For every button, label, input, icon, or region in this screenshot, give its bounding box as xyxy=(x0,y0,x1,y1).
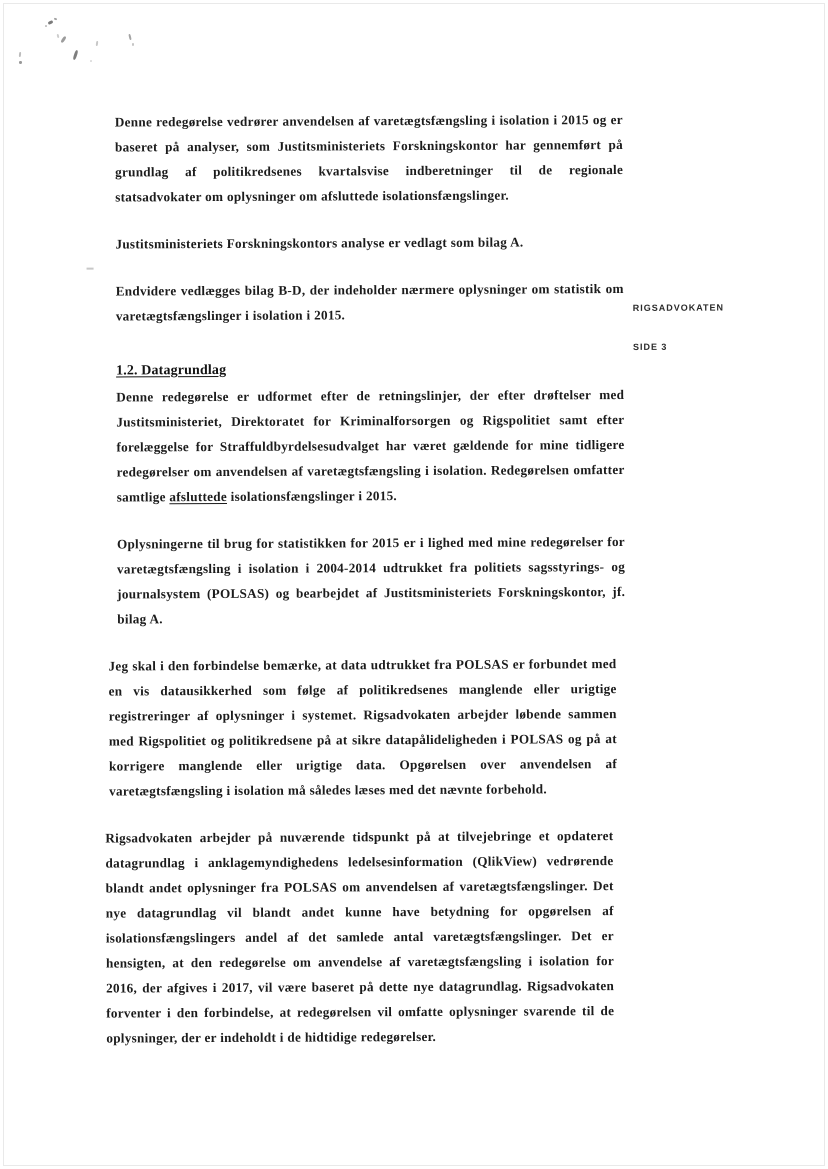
paragraph-datagrundlag-4: Rigsadvokaten arbejder på nuværende tidspunkt på at tilvejebringe et opdateret datagrundlag i anklagemyndighedens ledelsesinformation (QlikView) vedrørende blandt andet oplysninger fra POLSAS om anvendelsen af varetægtsfængslinger. Det nye datagrundlag vil blandt andet kunne have betydning for opgørelsen af isolationsfængslingers andel af det samlede antal varetægtsfængslinger. Det er hensigten, at den redegørelse om anvendelse af varetægtsfængsling i isolation for 2016, der afgives i 2017, vil være baseret på dette nye datagrundlag. Rigsadvokaten forventer i den forbindelse, at redegørelsen vil omfatte oplysninger svarende til de oplysninger, der er indeholdt i de hidtidige redegørelser. xyxy=(105,828,615,1046)
emphasis-afsluttede: afsluttede xyxy=(169,488,228,505)
section-heading-datagrundlag: 1.2. Datagrundlag xyxy=(116,362,227,379)
paragraph-intro-3: Endvidere vedlægges bilag B-D, der indeholder nærmere oplysninger om statistik om varetægtsfængslinger i isolation i 2015. xyxy=(115,281,624,324)
paragraph-intro-1: Denne redegørelse vedrører anvendelsen af varetægtsfængsling i isolation i 2015 og er baseret på analyser, som Justitsministeriets Forskningskontor har gennemført på grundlag af politikredsenes kvartalsvise indberetninger til de regionale statsadvokater om oplysninger om afsluttede isolationsfængslinger. xyxy=(114,112,624,205)
paragraph-text-lead: Denne redegørelse er udformet efter de retningslinjer, der efter drøftelser med Justitsministeriet, Direktoratet for Kriminalforsorgen og Rigspolitiet samt efter forelæggelse for Straffuldbyrdelsesudvalget har været gældende for mine tidligere redegørelser om anvendelsen af varetægtsfængsling i isolation. Redegørelsen omfatter samtlige xyxy=(116,387,625,505)
document-body xyxy=(105,107,628,1050)
running-header-organization: RIGSADVOKATEN xyxy=(632,302,725,313)
paragraph-datagrundlag-3: Jeg skal i den forbindelse bemærke, at data udtrukket fra POLSAS er forbundet med en vis datausikkerhed som følge af politikredsenes manglende eller urigtige registreringer af oplysninger i systemet. Rigsadvokaten arbejder løbende sammen med Rigspolitiet og politikredsene på at sikre datapålideligheden i POLSAS og på at korrigere manglende eller urigtige data. Opgørelsen over anvendelsen af varetægtsfængsling i isolation må således læses med det nævnte forbehold. xyxy=(108,656,618,799)
paragraph-datagrundlag-1 xyxy=(116,382,625,509)
paragraph-intro-2: Justitsministeriets Forskningskontors analyse er vedlagt som bilag A. xyxy=(115,234,524,252)
margin-tick-artifact xyxy=(87,268,94,270)
paragraph-datagrundlag-2: Oplysningerne til brug for statistikken for 2015 er i lighed med mine redegørelser for varetægtsfængsling i isolation i 2004-2014 udtrukket fra politiets sagsstyrings- og journalsystem (POLSAS) og bearbejdet af Justitsministeriets Forskningskontor, jf. bilag A. xyxy=(116,533,626,627)
running-header xyxy=(633,301,803,353)
running-header-page-number: SIDE 3 xyxy=(632,341,668,352)
paragraph-text-tail: isolationsfængslinger i 2015. xyxy=(226,488,398,504)
